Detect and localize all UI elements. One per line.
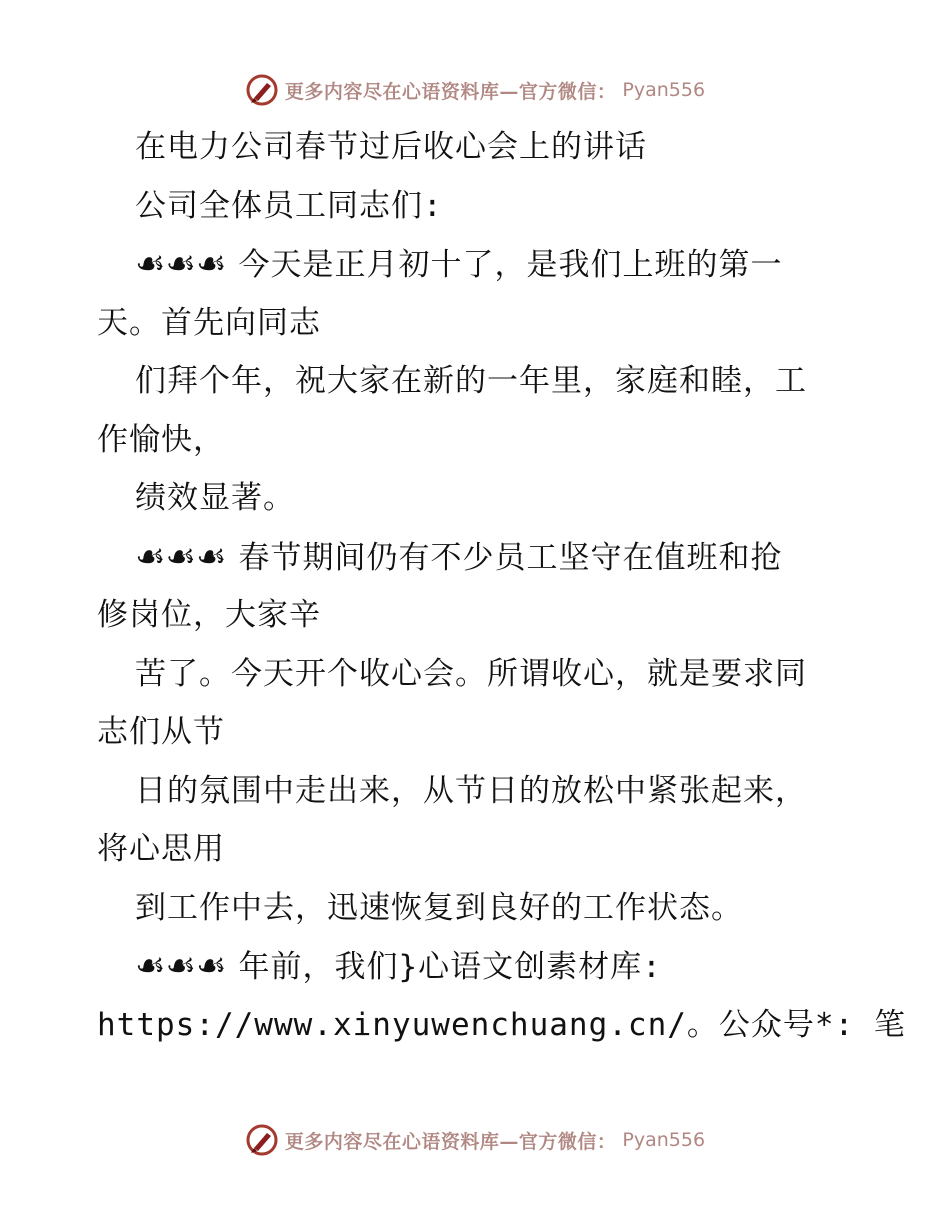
paragraph-line: 作愉快， (97, 421, 225, 458)
paragraph-line (97, 235, 857, 294)
banner-text: 更多内容尽在心语资料库—官方微信： (284, 1130, 617, 1153)
ornament-icon: ☙☙☙ (135, 244, 227, 284)
paragraph-line: 志们从节 (97, 714, 225, 750)
document-body (97, 118, 906, 1054)
paragraph-line: 日的氛围中走出来，从节日的放松中紧张起来， (135, 772, 807, 809)
paragraph-text: 年前，我们}心语文创素材库: (238, 949, 662, 985)
paragraph-line-url: https://www.xinyuwenchuang.cn/。公众号*: 笔 (97, 1006, 906, 1043)
greeting: 公司全体员工同志们: (135, 187, 443, 224)
paragraph-line: 苦了。今天开个收心会。所谓收心，就是要求同 (135, 655, 807, 692)
paragraph-line (97, 937, 857, 996)
ornament-icon: ☙☙☙ (135, 536, 227, 577)
banner-text: 更多内容尽在心语资料库—官方微信： (284, 80, 617, 103)
paragraph-line: 们拜个年，祝大家在新的一年里，家庭和睦，工 (135, 363, 807, 399)
pen-logo-icon (245, 73, 279, 107)
paragraph-text: 春节期间仍有不少员工坚守在值班和抢 (238, 539, 783, 576)
paragraph-text: 今天是正月初十了，是我们上班的第一 (238, 247, 783, 283)
paragraph-line: 到工作中去，迅速恢复到良好的工作状态。 (135, 889, 743, 926)
paragraph-line (97, 528, 857, 587)
banner-wechat-id: Pyan556 (622, 79, 706, 101)
header-banner (0, 70, 950, 110)
paragraph-line: 天。首先向同志 (97, 304, 321, 341)
document-title: 在电力公司春节过后收心会上的讲话 (135, 129, 647, 165)
banner-wechat-id: Pyan556 (622, 1129, 706, 1151)
paragraph-line: 修岗位，大家辛 (97, 597, 321, 633)
footer-banner (0, 1120, 950, 1160)
ornament-icon: ☙☙☙ (135, 946, 227, 986)
paragraph-line: 将心思用 (97, 831, 225, 867)
pen-logo-icon (245, 1123, 279, 1157)
paragraph-line: 绩效显著。 (135, 480, 295, 516)
